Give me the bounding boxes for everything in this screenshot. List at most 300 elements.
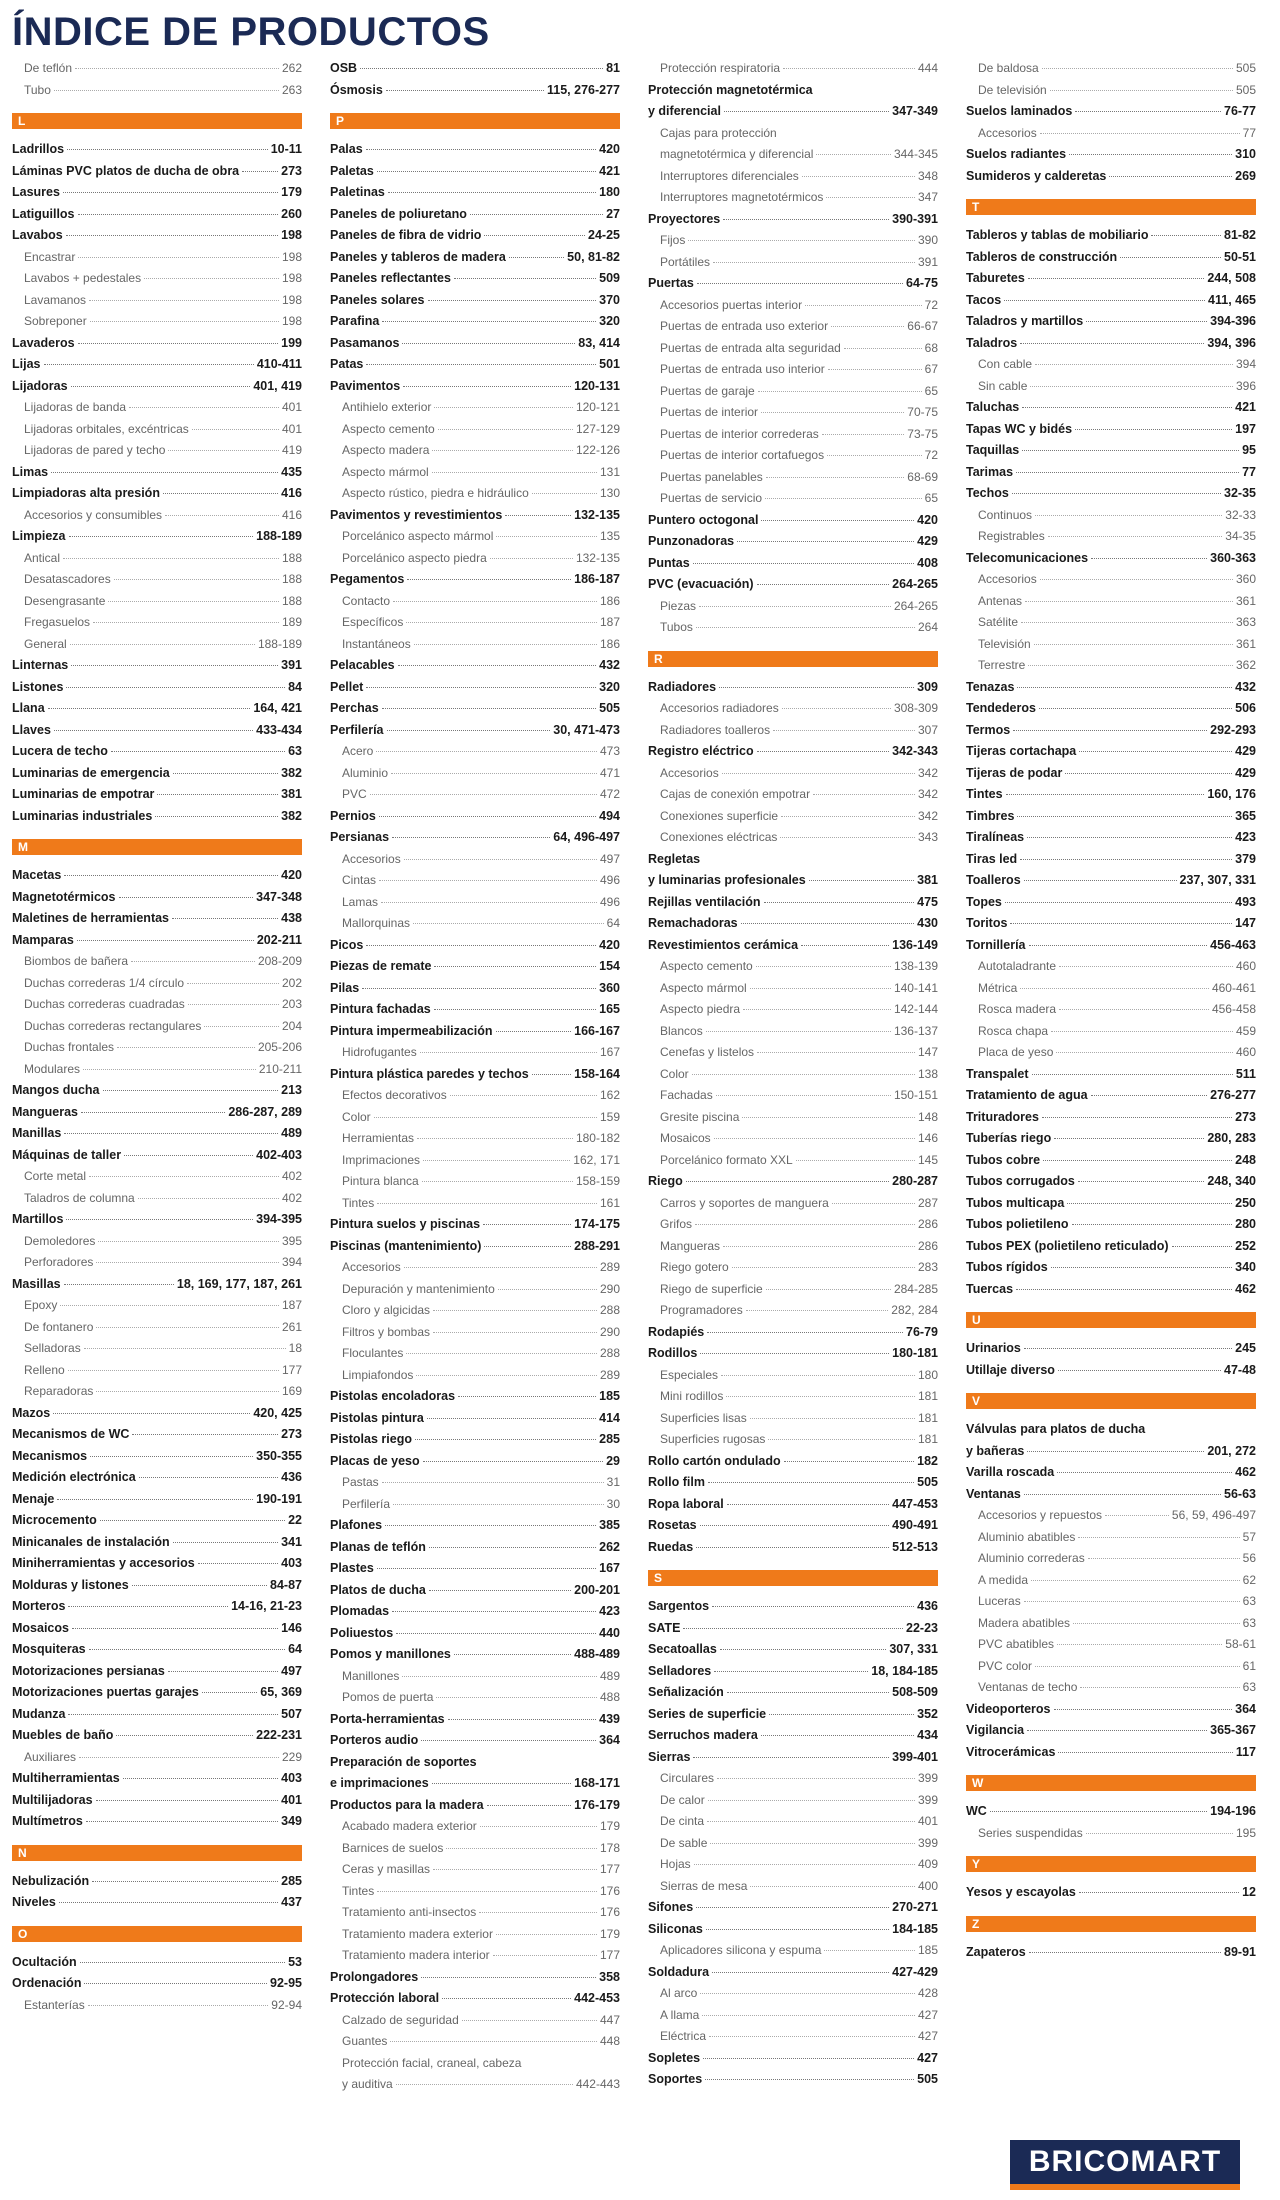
entry-label: SATE	[648, 1620, 681, 1635]
dot-leader	[406, 622, 597, 623]
index-entry	[330, 1386, 620, 1408]
index-subentry	[12, 1995, 302, 2017]
index-entry	[966, 720, 1256, 742]
index-subentry	[648, 1983, 938, 2005]
index-entry	[12, 161, 302, 183]
entry-label: Filtros y bombas	[342, 1324, 431, 1339]
entry-label: Interruptores magnetotérmicos	[660, 190, 824, 204]
dot-leader	[761, 1735, 914, 1736]
entry-pages: 199	[281, 335, 302, 350]
entry-label: Taladros y martillos	[966, 314, 1084, 328]
entry-pages: 286	[917, 1238, 938, 1253]
index-entry	[966, 698, 1256, 720]
entry-pages: 203	[281, 997, 302, 1011]
dot-leader	[392, 837, 550, 838]
dot-leader	[432, 472, 597, 473]
dot-leader	[716, 1095, 891, 1096]
dot-leader	[63, 192, 278, 193]
entry-pages: 488	[599, 1690, 620, 1704]
index-subentry	[648, 166, 938, 188]
entry-label: Rosetas	[648, 1518, 697, 1532]
entry-label: Mangos ducha	[12, 1083, 100, 1097]
index-subentry	[966, 1613, 1256, 1635]
index-subentry	[12, 612, 302, 634]
index-entry	[330, 1644, 620, 1666]
index-column-4	[966, 58, 1256, 1963]
dot-leader	[784, 1461, 915, 1462]
entry-pages: 24-25	[588, 228, 620, 242]
index-entry	[330, 827, 620, 849]
entry-pages: 360	[1235, 572, 1256, 586]
index-entry	[330, 1795, 620, 1817]
entry-label: Pellet	[330, 679, 364, 694]
entry-pages: 200-201	[574, 1582, 620, 1597]
dot-leader	[93, 622, 279, 623]
entry-label: Métrica	[978, 980, 1018, 995]
index-entry	[330, 1429, 620, 1451]
entry-label: Desatascadores	[24, 572, 111, 586]
dot-leader	[398, 665, 597, 666]
index-subentry	[648, 1064, 938, 1086]
index-entry	[330, 956, 620, 978]
entry-pages: 347-349	[892, 104, 938, 118]
index-subentry	[648, 123, 938, 145]
entry-label: Antical	[24, 550, 61, 565]
entry-label: Zapateros	[966, 1944, 1026, 1959]
dot-leader	[723, 1246, 915, 1247]
dot-leader	[100, 1520, 285, 1521]
entry-pages: 229	[281, 1749, 302, 1764]
entry-pages: 421	[1235, 400, 1256, 414]
entry-pages: 442-443	[575, 2077, 620, 2091]
dot-leader	[124, 1155, 253, 1156]
entry-label: Regletas	[648, 851, 701, 866]
entry-pages: 81	[606, 61, 620, 75]
dot-leader	[692, 1074, 915, 1075]
index-subentry	[648, 1854, 938, 1876]
dot-leader	[1024, 1601, 1240, 1602]
index-entry	[12, 1682, 302, 1704]
entry-pages: 270-271	[892, 1900, 938, 1914]
index-entry	[966, 1484, 1256, 1506]
dot-leader	[1035, 1666, 1240, 1667]
index-entry	[966, 870, 1256, 892]
dot-leader	[1010, 923, 1232, 924]
index-subentry	[330, 612, 620, 634]
index-entry	[12, 1532, 302, 1554]
index-entry	[966, 483, 1256, 505]
index-entry	[12, 1892, 302, 1914]
entry-label: Encastrar	[24, 249, 76, 264]
dot-leader	[370, 794, 597, 795]
entry-label: Multiherramientas	[12, 1771, 120, 1785]
entry-pages: 182	[917, 1453, 938, 1468]
entry-label: Fachadas	[660, 1088, 713, 1102]
index-subentry	[648, 999, 938, 1021]
dot-leader	[377, 171, 596, 172]
entry-pages: 73-75	[907, 426, 938, 441]
index-subentry	[330, 1924, 620, 1946]
entry-pages: 56	[1242, 1551, 1256, 1565]
index-subentry	[966, 1505, 1256, 1527]
entry-pages: 30, 471-473	[553, 722, 620, 737]
index-subentry	[12, 268, 302, 290]
index-entry	[966, 1338, 1256, 1360]
section-header-l: L	[12, 113, 302, 129]
entry-label: De cinta	[660, 1814, 705, 1828]
dot-leader	[139, 1477, 278, 1478]
entry-label: Videoporteros	[966, 1701, 1051, 1716]
entry-label: Puertas de interior correderas	[660, 426, 819, 441]
entry-label: Mosquiteras	[12, 1642, 86, 1656]
dot-leader	[392, 1611, 596, 1612]
section-header-n: N	[12, 1845, 302, 1861]
dot-leader	[376, 751, 597, 752]
entry-label: Tubos rígidos	[966, 1260, 1048, 1274]
entry-label: Pasamanos	[330, 335, 400, 350]
entry-label: Tratamiento de agua	[966, 1088, 1088, 1102]
entry-label: Series suspendidas	[978, 1825, 1083, 1840]
entry-label: Suelos radiantes	[966, 147, 1067, 161]
entry-label: Acero	[342, 744, 374, 758]
dot-leader	[1042, 1117, 1232, 1118]
entry-label: Remachadoras	[648, 916, 738, 930]
entry-label: Macetas	[12, 868, 62, 882]
dot-leader	[1017, 687, 1232, 688]
entry-pages: 27	[606, 206, 620, 221]
index-subentry	[330, 462, 620, 484]
entry-label: Luminarias industriales	[12, 808, 153, 823]
dot-leader	[1059, 1009, 1209, 1010]
index-entry	[12, 376, 302, 398]
index-entry	[966, 892, 1256, 914]
index-entry	[648, 1494, 938, 1516]
entry-pages: 391	[281, 658, 302, 672]
dot-leader	[404, 1267, 597, 1268]
entry-label: Serruchos madera	[648, 1728, 758, 1742]
entry-label: Paletas	[330, 163, 374, 178]
index-subentry	[648, 1768, 938, 1790]
entry-label: Tintes	[342, 1195, 375, 1210]
entry-pages: 84-87	[270, 1577, 302, 1592]
entry-label: Satélite	[978, 615, 1019, 629]
entry-pages: 188	[281, 572, 302, 586]
entry-label: De sable	[660, 1835, 708, 1850]
entry-pages: 488-489	[574, 1647, 620, 1661]
index-entry	[966, 1441, 1256, 1463]
dot-leader	[1120, 257, 1221, 258]
entry-label: Accesorios	[978, 572, 1037, 586]
entry-label: Soldadura	[648, 1964, 710, 1979]
index-entry	[648, 913, 938, 935]
entry-label: Luminarias de empotrar	[12, 787, 155, 801]
entry-label: Efectos decorativos	[342, 1088, 447, 1102]
section-header-s: S	[648, 1570, 938, 1586]
entry-pages: 263	[281, 82, 302, 97]
entry-label: magnetotérmica y diferencial	[660, 147, 814, 161]
entry-pages: 509	[599, 271, 620, 285]
index-entry	[966, 1882, 1256, 1904]
index-subentry	[330, 1859, 620, 1881]
entry-label: Máquinas de taller	[12, 1147, 122, 1162]
entry-pages: 401	[281, 421, 302, 436]
entry-label: Riego de superficie	[660, 1281, 763, 1296]
dot-leader	[59, 1902, 278, 1903]
index-entry	[12, 806, 302, 828]
entry-pages: 358	[599, 1969, 620, 1984]
index-entry	[648, 1725, 938, 1747]
dot-leader	[108, 601, 279, 602]
index-entry	[12, 1618, 302, 1640]
dot-leader	[404, 859, 597, 860]
entry-pages: 420, 425	[253, 1405, 302, 1420]
entry-pages: 186	[599, 593, 620, 608]
entry-pages: 145	[917, 1152, 938, 1167]
entry-pages: 57	[1242, 1529, 1256, 1544]
dot-leader	[132, 1585, 267, 1586]
entry-pages: 76-77	[1224, 104, 1256, 118]
index-subentry	[966, 1548, 1256, 1570]
entry-label: Interruptores diferenciales	[660, 168, 799, 183]
dot-leader	[68, 1714, 278, 1715]
dot-leader	[480, 1826, 597, 1827]
index-entry	[330, 1021, 620, 1043]
entry-label: Paneles reflectantes	[330, 271, 451, 285]
entry-pages: 162	[599, 1088, 620, 1102]
section-header-w: W	[966, 1775, 1256, 1791]
entry-label: Específicos	[342, 615, 404, 629]
entry-label: Platos de ducha	[330, 1582, 426, 1597]
index-subentry	[330, 1042, 620, 1064]
dot-leader	[1040, 579, 1233, 580]
entry-pages: 67	[924, 362, 938, 376]
entry-label: Ventanas	[966, 1486, 1021, 1501]
entry-label: Pavimentos y revestimientos	[330, 507, 503, 522]
index-entry	[12, 1725, 302, 1747]
dot-leader	[1035, 364, 1233, 365]
index-entry	[330, 1967, 620, 1989]
dot-leader	[709, 2036, 915, 2037]
index-entry	[648, 1682, 938, 1704]
entry-label: Mini rodillos	[660, 1389, 724, 1403]
entry-pages: 198	[281, 292, 302, 307]
index-entry	[330, 1773, 620, 1795]
entry-pages: 507	[281, 1706, 302, 1721]
entry-label: Toalleros	[966, 873, 1021, 887]
entry-label: Color	[342, 1109, 371, 1124]
entry-pages: 448	[599, 2034, 620, 2048]
dot-leader	[429, 1590, 571, 1591]
dot-leader	[1016, 472, 1239, 473]
dot-leader	[1078, 1181, 1205, 1182]
entry-pages: 505	[599, 701, 620, 715]
index-entry	[330, 569, 620, 591]
index-subentry	[966, 634, 1256, 656]
entry-pages: 342-343	[892, 744, 938, 758]
entry-pages: 34-35	[1225, 529, 1256, 543]
entry-label: Parafina	[330, 314, 380, 328]
dot-leader	[700, 1353, 889, 1354]
entry-label: De baldosa	[978, 61, 1039, 75]
entry-pages: 64, 496-497	[553, 830, 620, 844]
entry-pages: 347-348	[256, 889, 302, 904]
dot-leader	[505, 515, 571, 516]
index-entry	[966, 419, 1256, 441]
entry-label: Tiralíneas	[966, 830, 1025, 844]
entry-pages: 131	[599, 464, 620, 479]
entry-pages: 381	[917, 873, 938, 887]
index-subentry	[648, 488, 938, 510]
dot-leader	[1091, 1095, 1208, 1096]
entry-label: Autotaladrante	[978, 959, 1057, 973]
dot-leader	[129, 407, 279, 408]
entry-pages: 444	[917, 61, 938, 75]
dot-leader	[509, 257, 564, 258]
entry-label: Toritos	[966, 916, 1008, 930]
dot-leader	[694, 1864, 915, 1865]
index-subentry	[12, 569, 302, 591]
entry-pages: 276-277	[1210, 1088, 1256, 1102]
entry-pages: 178	[599, 1840, 620, 1855]
index-entry	[648, 1515, 938, 1537]
index-subentry	[330, 440, 620, 462]
entry-label: Topes	[966, 894, 1002, 909]
dot-leader	[727, 1504, 889, 1505]
entry-label: Mazos	[12, 1405, 51, 1420]
entry-label: Rejillas ventilación	[648, 894, 761, 909]
index-entry	[12, 887, 302, 909]
dot-leader	[1004, 300, 1205, 301]
section-header-y: Y	[966, 1856, 1256, 1872]
index-subentry	[330, 1365, 620, 1387]
dot-leader	[712, 1972, 889, 1973]
index-entry	[330, 1752, 620, 1774]
entry-label: A medida	[978, 1572, 1029, 1587]
dot-leader	[826, 197, 915, 198]
entry-pages: 456-458	[1211, 1002, 1256, 1016]
entry-pages: 365-367	[1210, 1723, 1256, 1737]
entry-label: Pistolas pintura	[330, 1410, 424, 1425]
dot-leader	[422, 1181, 573, 1182]
dot-leader	[750, 1418, 915, 1419]
entry-pages: 56, 59, 496-497	[1171, 1508, 1256, 1522]
section-header-o: O	[12, 1926, 302, 1942]
entry-pages: 22-23	[906, 1620, 938, 1635]
index-entry	[330, 505, 620, 527]
index-entry	[12, 1811, 302, 1833]
dot-leader	[1054, 1138, 1204, 1139]
entry-label: Radiadores	[648, 679, 717, 694]
entry-pages: 286	[917, 1217, 938, 1231]
entry-pages: 409	[917, 1857, 938, 1871]
dot-leader	[703, 2058, 914, 2059]
entry-pages: 394, 396	[1207, 335, 1256, 350]
entry-pages: 350-355	[256, 1448, 302, 1463]
dot-leader	[1039, 708, 1232, 709]
dot-leader	[116, 1735, 253, 1736]
dot-leader	[1086, 1833, 1233, 1834]
entry-pages: 177	[599, 1948, 620, 1962]
dot-leader	[479, 1912, 597, 1913]
entry-label: Urinarios	[966, 1341, 1021, 1355]
entry-label: Aspecto rústico, piedra e hidráulico	[342, 486, 529, 500]
entry-pages: 12	[1242, 1885, 1256, 1899]
dot-leader	[822, 434, 905, 435]
entry-label: Pernios	[330, 808, 376, 823]
entry-pages: 68-69	[907, 469, 938, 484]
dot-leader	[1022, 407, 1232, 408]
entry-label: Protección facial, craneal, cabeza	[342, 2055, 522, 2070]
dot-leader	[414, 644, 597, 645]
index-entry	[966, 101, 1256, 123]
index-subentry	[330, 1300, 620, 1322]
entry-pages: 177	[281, 1362, 302, 1377]
entry-label: Pintura blanca	[342, 1174, 419, 1188]
index-entry	[648, 1897, 938, 1919]
entry-label: Lavabos	[12, 228, 63, 242]
index-entry	[12, 1973, 302, 1995]
dot-leader	[377, 1891, 597, 1892]
dot-leader	[696, 1547, 889, 1548]
index-entry	[966, 1236, 1256, 1258]
entry-label: Tableros de construcción	[966, 249, 1118, 264]
entry-label: Accesorios y consumibles	[24, 507, 163, 522]
index-subentry	[648, 1214, 938, 1236]
index-entry	[966, 935, 1256, 957]
index-entry	[330, 182, 620, 204]
dot-leader	[757, 584, 890, 585]
index-subentry	[648, 978, 938, 1000]
dot-leader	[1105, 1515, 1169, 1516]
entry-label: Televisión	[978, 636, 1031, 651]
entry-label: Eléctrica	[660, 2029, 707, 2043]
index-entry	[330, 720, 620, 742]
dot-leader	[413, 923, 604, 924]
dot-leader	[688, 240, 915, 241]
dot-leader	[1035, 515, 1222, 516]
entry-pages: 22	[288, 1513, 302, 1527]
entry-label: Vitrocerámicas	[966, 1744, 1056, 1759]
entry-pages: 65	[924, 383, 938, 398]
entry-pages: 68	[924, 340, 938, 355]
dot-leader	[493, 1955, 597, 1956]
index-subentry	[12, 311, 302, 333]
index-subentry	[648, 1365, 938, 1387]
dot-leader	[436, 1697, 597, 1698]
entry-pages: 347	[917, 190, 938, 204]
entry-pages: 204	[281, 1018, 302, 1033]
index-subentry	[648, 187, 938, 209]
index-entry	[648, 849, 938, 871]
dot-leader	[450, 1095, 597, 1096]
dot-leader	[382, 1482, 604, 1483]
entry-pages: 127-129	[575, 421, 620, 436]
index-entry	[330, 1988, 620, 2010]
dot-leader	[434, 407, 573, 408]
index-entry	[330, 139, 620, 161]
dot-leader	[746, 1310, 889, 1311]
index-subentry	[966, 354, 1256, 376]
entry-label: Paneles solares	[330, 292, 425, 307]
index-entry	[966, 849, 1256, 871]
dot-leader	[727, 1692, 889, 1693]
entry-pages: 76-79	[906, 1324, 938, 1339]
entry-label: Pistolas encoladoras	[330, 1389, 456, 1403]
dot-leader	[1012, 493, 1221, 494]
entry-pages: 264	[917, 620, 938, 634]
dot-leader	[387, 730, 551, 731]
entry-pages: 138-139	[893, 959, 938, 973]
